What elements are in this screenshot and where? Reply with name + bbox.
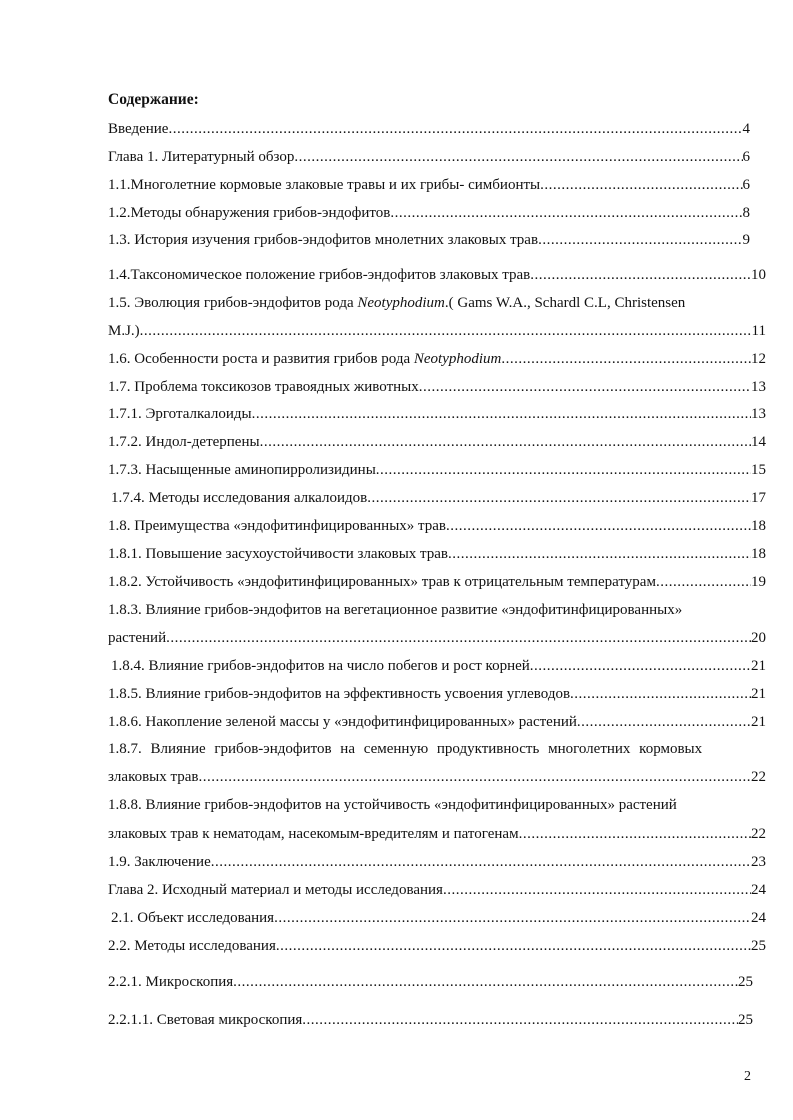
toc-heading: Содержание: (108, 91, 199, 108)
toc-entry-page: 21 (751, 686, 766, 702)
toc-entry-title: 2.2. Методы исследования (108, 938, 276, 954)
toc-entry-title: 2.2.1.1. Световая микроскопия (108, 1012, 303, 1028)
toc-entry-1-8-6 (108, 713, 766, 731)
toc-entry-title: 1.1.Многолетние кормовые злаковые травы и их грибы- симбионты (108, 177, 541, 193)
toc-entry-title: 1.5. Эволюция грибов-эндофитов рода Neotyphodium.( Gams W.A., Schardl C.L, Christensen (108, 295, 686, 311)
toc-entry-title: 1.8.5. Влияние грибов-эндофитов на эффективность усвоения углеводов (108, 686, 571, 702)
toc-entry-page: 22 (751, 769, 766, 785)
toc-entry-page: 24 (751, 882, 766, 898)
toc-entry-title: 1.8.3. Влияние грибов-эндофитов на вегетационное развитие «эндофитинфицированных» (108, 602, 683, 618)
toc-entry-page: 8 (742, 205, 750, 221)
toc-entry-title: Глава 2. Исходный материал и методы исследования (108, 882, 443, 898)
toc-entry-title: 1.2.Методы обнаружения грибов-эндофитов (108, 205, 391, 221)
toc-entry-1-5-line2 (108, 322, 766, 340)
toc-entry-page: 24 (751, 910, 766, 926)
dot-leader (538, 231, 742, 249)
toc-entry-title-cont: злаковых трав к нематодам, насекомым-вредителям и патогенам (108, 826, 519, 842)
dot-leader (294, 148, 742, 166)
toc-entry-page: 6 (742, 149, 750, 165)
toc-entry-page: 21 (751, 658, 766, 674)
toc-entry-title: 1.9. Заключение (108, 854, 211, 870)
toc-entry-1-8-7-line2 (108, 768, 766, 786)
dot-leader (140, 322, 752, 340)
dot-leader (233, 973, 738, 991)
dot-leader (446, 517, 751, 535)
toc-entry-page: 25 (751, 938, 766, 954)
toc-entry-page: 20 (751, 630, 766, 646)
toc-entry-title: 1.8.8. Влияние грибов-эндофитов на устойчивость «эндофитинфицированных» растений (108, 797, 677, 813)
toc-entry-1-5-line1 (108, 294, 766, 312)
toc-entry-1-8-5 (108, 685, 766, 703)
toc-entry-title: 1.7.2. Индол-детерпены (108, 434, 260, 450)
dot-leader (260, 433, 751, 451)
dot-leader (530, 266, 751, 284)
toc-entry-title: 1.8.2. Устойчивость «эндофитинфицированных» трав к отрицательным температурам (108, 574, 656, 590)
toc-entry-title: Введение (108, 121, 169, 137)
dot-leader (570, 685, 751, 703)
dot-leader (501, 350, 751, 368)
toc-entry-title-cont: M.J.) (108, 323, 140, 339)
dot-leader (448, 545, 751, 563)
toc-entry-title: 1.8.7. Влияние грибов-эндофитов на семенную продуктивность многолетних кормовых (108, 741, 703, 757)
toc-entry-1-7-1 (108, 405, 766, 423)
toc-entry-title: 2.1. Объект исследования (111, 910, 275, 926)
toc-entry-page: 12 (751, 351, 766, 367)
toc-entry-page: 13 (751, 406, 766, 422)
dot-leader (419, 378, 751, 396)
toc-entry-title: 1.7.4. Методы исследования алкалоидов (111, 490, 368, 506)
toc-entry-1-8-3-line2 (108, 629, 766, 647)
dot-leader (390, 204, 742, 222)
dot-leader (367, 489, 751, 507)
toc-entry-1-3 (108, 231, 750, 249)
toc-entry-title: 1.6. Особенности роста и развития грибов рода Neotyphodium (108, 351, 502, 367)
toc-entry-2-2 (108, 937, 766, 955)
toc-entry-title: 1.8.4. Влияние грибов-эндофитов на число побегов и рост корней (111, 658, 530, 674)
toc-entry-page: 17 (751, 490, 766, 506)
dot-leader (302, 1011, 738, 1029)
dot-leader (530, 657, 751, 675)
toc-entry-1-8 (108, 517, 766, 535)
dot-leader (376, 461, 751, 479)
dot-leader (252, 405, 751, 423)
dot-leader (443, 881, 751, 899)
dot-leader (198, 768, 751, 786)
toc-entry-title: 1.7.1. Эрготалкалоиды (108, 406, 252, 422)
toc-entry-1-4 (108, 266, 766, 284)
toc-entry-chapter-2 (108, 881, 766, 899)
toc-entry-1-8-2 (108, 573, 766, 591)
toc-entry-title: 1.3. История изучения грибов-эндофитов мнолетних злаковых трав (108, 232, 539, 248)
toc-entry-title: 2.2.1. Микроскопия (108, 974, 234, 990)
dot-leader (166, 629, 751, 647)
toc-entry-page: 22 (751, 826, 766, 842)
toc-entry-1-8-1 (108, 545, 766, 563)
toc-entry-1-7-3 (108, 461, 766, 479)
dot-leader (540, 176, 742, 194)
toc-entry-2-2-1 (108, 973, 753, 991)
dot-leader (276, 937, 751, 955)
toc-entry-1-7-4 (111, 489, 766, 507)
toc-entry-1-8-8-line1 (108, 796, 766, 814)
toc-entry-1-8-4 (111, 657, 766, 675)
toc-entry-page: 18 (751, 546, 766, 562)
toc-entry-1-1 (108, 176, 750, 194)
dot-leader (211, 853, 751, 871)
toc-entry-1-2 (108, 204, 750, 222)
toc-entry-1-8-8-line2 (108, 825, 766, 843)
toc-entry-title: 1.7.3. Насыщенные аминопирролизидины (108, 462, 376, 478)
toc-entry-title-cont: растений (108, 630, 167, 646)
toc-entry-1-6 (108, 350, 766, 368)
dot-leader (519, 825, 751, 843)
toc-entry-2-2-1-1 (108, 1011, 753, 1029)
toc-entry-chapter-1 (108, 148, 750, 166)
toc-entry-title: 1.4.Таксономическое положение грибов-эндофитов злаковых трав (108, 267, 531, 283)
toc-entry-page: 9 (742, 232, 750, 248)
dot-leader (274, 909, 751, 927)
toc-entry-page: 10 (751, 267, 766, 283)
toc-entry-title: Глава 1. Литературный обзор (108, 149, 295, 165)
toc-entry-page: 13 (751, 379, 766, 395)
toc-entry-1-8-3-line1 (108, 601, 766, 619)
genus-name: Neotyphodium (413, 351, 502, 367)
toc-entry-page: 15 (751, 462, 766, 478)
toc-entry-1-7-2 (108, 433, 766, 451)
toc-entry-page: 21 (751, 714, 766, 730)
toc-entry-title: 1.8.1. Повышение засухоустойчивости злаковых трав (108, 546, 449, 562)
dot-leader (656, 573, 751, 591)
toc-entry-page: 25 (738, 974, 753, 990)
dot-leader (168, 120, 742, 138)
toc-entry-title-cont: злаковых трав (108, 769, 199, 785)
toc-entry-page: 19 (751, 574, 766, 590)
toc-entry-page: 25 (738, 1012, 753, 1028)
toc-entry-page: 4 (742, 121, 750, 137)
toc-entry-page: 23 (751, 854, 766, 870)
toc-entry-page: 11 (751, 323, 766, 339)
toc-entry-page: 6 (742, 177, 750, 193)
toc-entry-2-1 (111, 909, 766, 927)
genus-name: Neotyphodium (357, 295, 445, 311)
toc-entry-page: 14 (751, 434, 766, 450)
toc-entry-1-8-7-line1 (108, 740, 766, 758)
dot-leader (577, 713, 751, 731)
toc-entry-page: 18 (751, 518, 766, 534)
toc-entry-title: 1.8.6. Накопление зеленой массы у «эндофитинфицированных» растений (108, 714, 577, 730)
toc-entry-intro (108, 120, 750, 138)
page-number: 2 (744, 1069, 751, 1084)
toc-entry-1-7 (108, 378, 766, 396)
toc-entry-1-9 (108, 853, 766, 871)
toc-entry-title: 1.7. Проблема токсикозов травоядных животных (108, 379, 419, 395)
toc-entry-title: 1.8. Преимущества «эндофитинфицированных» трав (108, 518, 447, 534)
